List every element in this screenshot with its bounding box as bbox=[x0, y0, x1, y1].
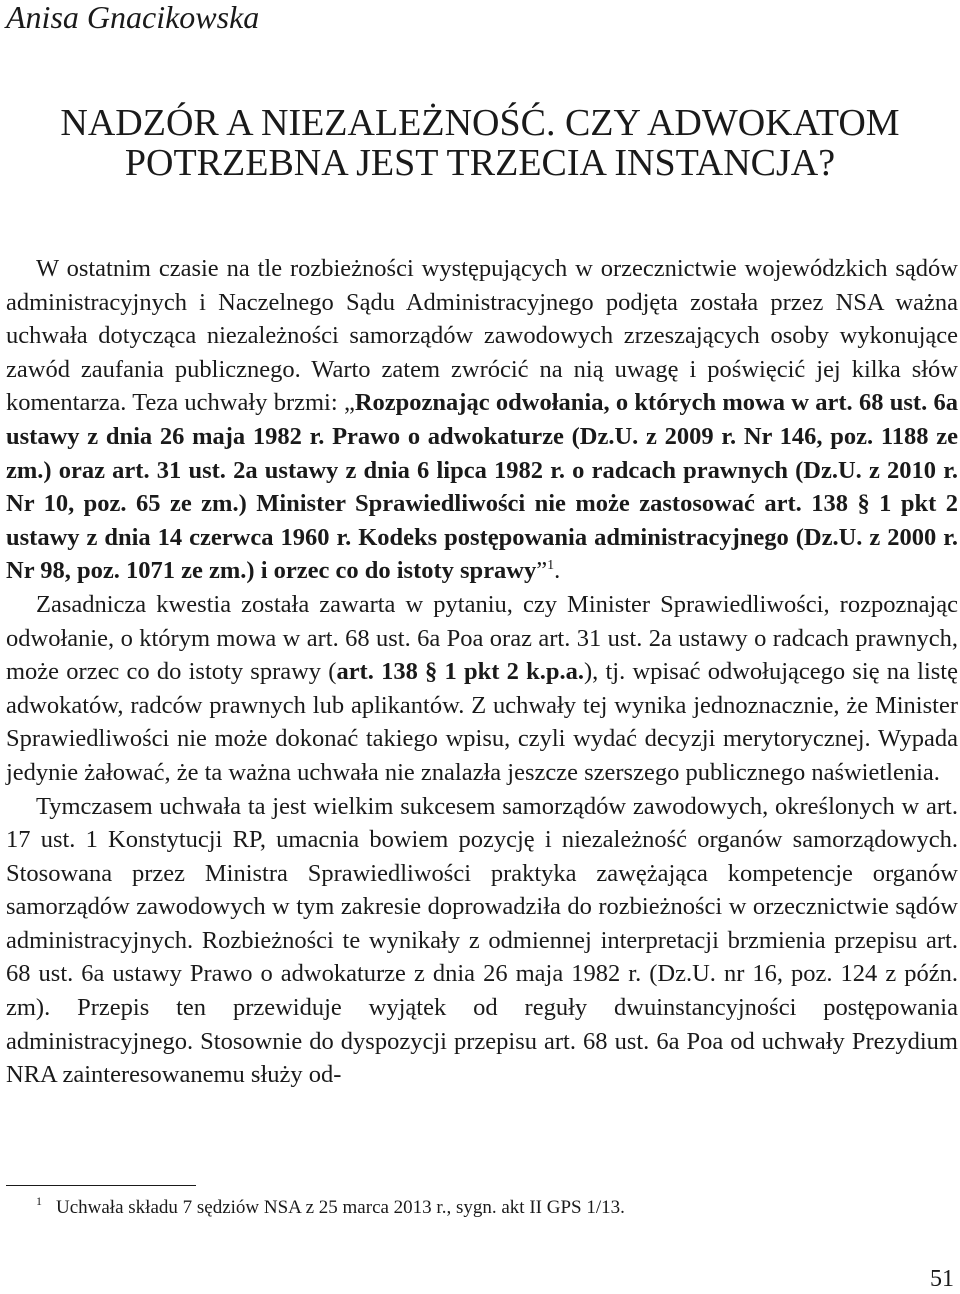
article-body bbox=[6, 252, 958, 1092]
article-title bbox=[0, 103, 960, 183]
footnote bbox=[36, 1196, 936, 1220]
paragraph-2-text-a: Zasadnicza kwestia została zawarta w pytaniu, czy Minister Sprawiedliwości, rozpoznając odwołanie, o którym mowa w art. 68 ust. 6a Poa oraz art. 31 ust. 2a ustawy o radcach prawnych, może orzec co do istoty sprawy ( bbox=[6, 590, 958, 686]
paragraph-2-text-b: ), tj. wpisać odwołującego się na listę adwokatów, radców prawnych lub aplikantów. Z uchwały tej wynika jednoznacznie, że Minister Sprawiedliwości nie może dokonać takiego wpisu, czyli wydać decyzji merytorycznej. Wypada jedynie żałować, że ta ważna uchwała nie znalazła jeszcze szerszego publicznego naświetlenia. bbox=[6, 658, 958, 786]
footnote-separator bbox=[6, 1185, 196, 1186]
paragraph-1-end: . bbox=[554, 557, 561, 585]
paragraph-1 bbox=[6, 252, 958, 588]
footnote-reference[interactable]: 1 bbox=[547, 558, 555, 574]
paragraph-1-text: W ostatnim czasie na tle rozbieżności występujących w orzecznictwie wojewódzkich sądów administracyjnych i Naczelnego Sądu Administracyjnego podjęta została przez NSA ważna uchwała dotycząca niezależności samorządów zawodowych zrzeszających osoby wykonujące zawód zaufania publicznego. Warto zatem zwrócić na nią uwagę i poświęcić jej kilka słów komentarza. Teza uchwały brzmi: „ bbox=[6, 255, 958, 417]
paragraph-2 bbox=[6, 588, 958, 790]
resolution-thesis-quote: Rozpoznając odwołania, o których mowa w art. 68 ust. 6a ustawy z dnia 26 maja 1982 r. Prawo o adwokaturze (Dz.U. z 2009 r. Nr 146, poz. 1188 ze zm.) oraz art. 31 ust. 2a ustawy z dnia 6 lipca 1982 r. o radcach prawnych (Dz.U. z 2010 r. Nr 10, poz. 65 ze zm.) Minister Sprawiedliwości nie może zastosować art. 138 § 1 pkt 2 ustawy z dnia 14 czerwca 1960 r. Kodeks postępowania administracyjnego (Dz.U. z 2000 r. Nr 98, poz. 1071 ze zm.) i orzec co do istoty sprawy bbox=[6, 389, 959, 585]
author-name: Anisa Gnacikowska bbox=[6, 0, 260, 35]
footnote-text: Uchwała składu 7 sędziów NSA z 25 marca 2013 r., sygn. akt II GPS 1/13. bbox=[56, 1197, 625, 1218]
paragraph-3: Tymczasem uchwała ta jest wielkim sukcesem samorządów zawodowych, określonych w art. 17 ust. 1 Konstytucji RP, umacnia bowiem pozycję i niezależność organów samorządowych. Stosowana przez Ministra Sprawiedliwości praktyka zawężająca kompetencje organów samorządów zawodowych w tym zakresie doprowadziła do rozbieżności w orzecznictwie sądów administracyjnych. Rozbieżności te wynikały z odmiennej interpretacji brzmienia przepisu art. 68 ust. 6a ustawy Prawo o adwokaturze z dnia 26 maja 1982 r. (Dz.U. nr 16, poz. 124 z późn. zm). Przepis ten przewiduje wyjątek od reguły dwuinstancyjności postępowania administracyjnego. Stosownie do dyspozycji przepisu art. 68 ust. 6a Poa od uchwały Prezydium NRA zainteresowanemu służy od- bbox=[6, 792, 958, 1089]
title-line-2: POTRZEBNA JEST TRZECIA INSTANCJA? bbox=[124, 142, 836, 184]
closing-quote-mark: ” bbox=[536, 557, 548, 585]
title-line-1: NADZÓR A NIEZALEŻNOŚĆ. CZY ADWOKATOM bbox=[60, 102, 900, 144]
paragraph-2-bold-citation: art. 138 § 1 pkt 2 k.p.a. bbox=[336, 658, 584, 686]
page-number: 51 bbox=[930, 1266, 954, 1292]
footnote-number: 1 bbox=[36, 1194, 42, 1208]
